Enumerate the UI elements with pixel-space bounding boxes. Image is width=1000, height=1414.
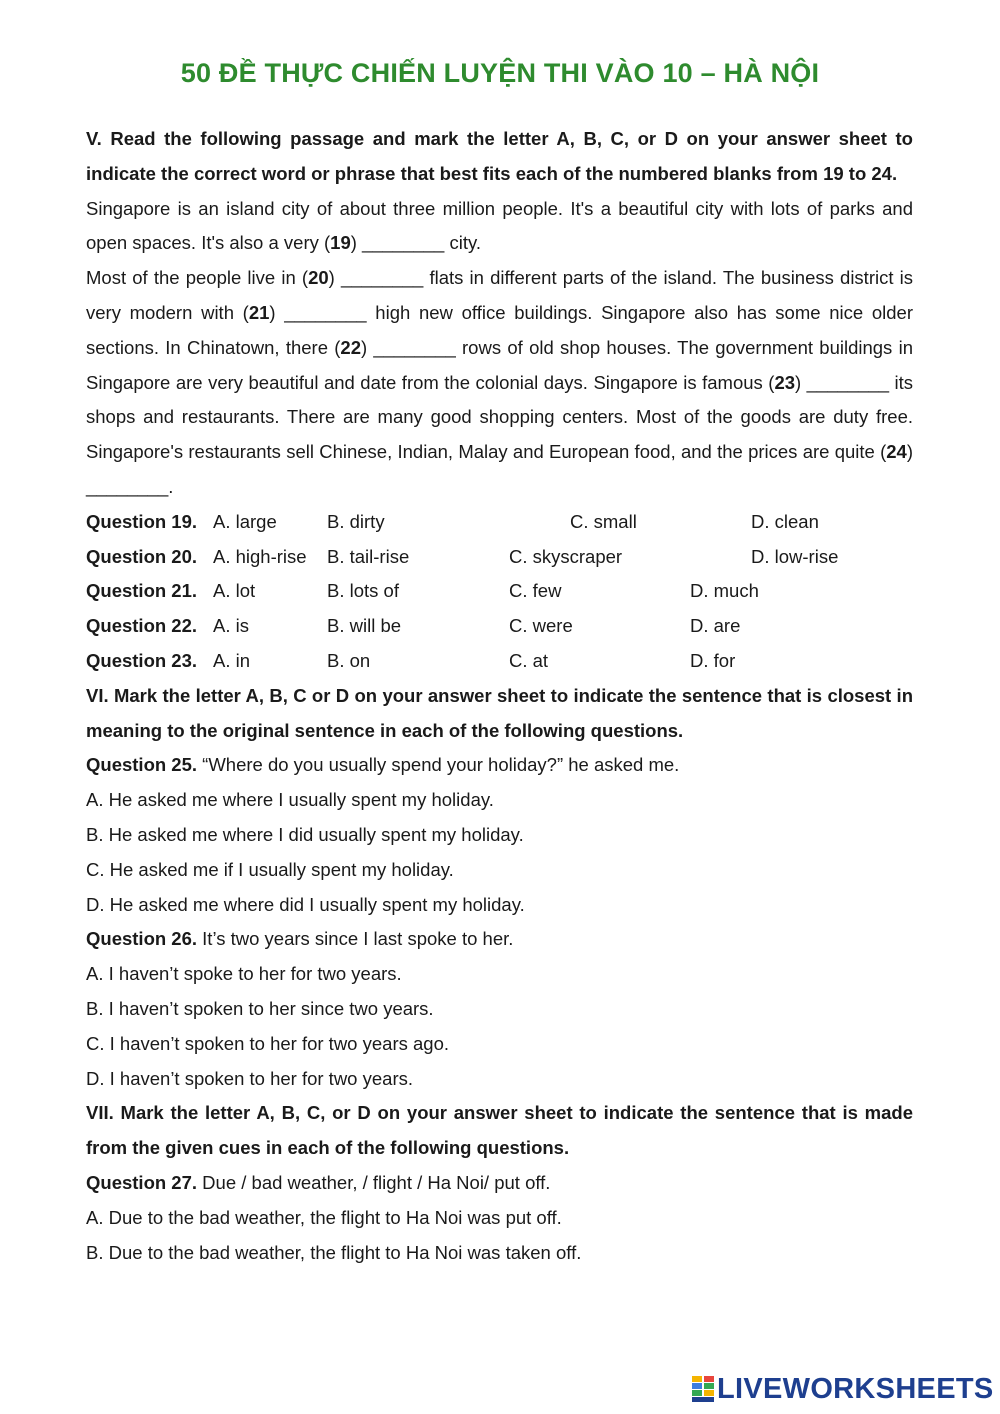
option-d: D. low-rise — [751, 545, 839, 567]
option-b: B. will be — [327, 615, 402, 637]
option-a: A. large — [213, 510, 277, 532]
option-c: C. were — [509, 615, 573, 637]
section-7-heading: VII. Mark the letter A, B, C, or D on your answer sheet to indicate the sentence that is made from the given cues in each of the following questions. — [86, 1102, 913, 1159]
question-25-option-b: B. He asked me where I did usually spent my holiday. — [86, 823, 524, 845]
option-d: D. clean — [751, 510, 819, 532]
question-27-option-b: B. Due to the bad weather, the flight to Ha Noi was taken off. — [86, 1241, 582, 1263]
question-23-row — [86, 644, 913, 679]
section-5-heading: V. Read the following passage and mark the letter A, B, C, or D on your answer sheet to indicate the correct word or phrase that best fits each of the numbered blanks from 19 to 24. — [86, 128, 913, 184]
liveworksheets-logo-text: LIVEWORKSHEETS — [717, 1372, 994, 1405]
section-6-heading: VI. Mark the letter A, B, C or D on your answer sheet to indicate the sentence that is closest in meaning to the original sentence in each of the following questions. — [86, 684, 913, 741]
option-b: B. lots of — [327, 580, 399, 602]
option-d: D. much — [690, 580, 759, 602]
question-26-option-c: C. I haven’t spoken to her for two years ago. — [86, 1032, 449, 1054]
option-c: C. small — [570, 510, 637, 532]
worksheet-content — [86, 122, 913, 1270]
question-25-stem: Question 25. “Where do you usually spend your holiday?” he asked me. — [86, 754, 680, 776]
question-label: Question 23. — [86, 649, 198, 671]
question-27-option-a: A. Due to the bad weather, the flight to Ha Noi was put off. — [86, 1206, 562, 1228]
option-a: A. in — [213, 649, 251, 671]
question-22-row — [86, 609, 913, 644]
question-label: Question 21. — [86, 580, 198, 602]
liveworksheets-logo — [692, 1374, 994, 1404]
option-c: C. skyscraper — [509, 545, 623, 567]
option-a: A. lot — [213, 580, 256, 602]
question-21-row — [86, 574, 913, 609]
liveworksheets-logo-icon — [692, 1376, 714, 1402]
question-25-option-d: D. He asked me where did I usually spent my holiday. — [86, 893, 525, 915]
option-a: A. high-rise — [213, 545, 307, 567]
question-26-stem: Question 26. It’s two years since I last spoke to her. — [86, 928, 514, 950]
option-a: A. is — [213, 615, 249, 637]
question-20-row — [86, 540, 913, 575]
question-19-row — [86, 505, 913, 540]
passage-paragraph-1: Singapore is an island city of about three million people. It's a beautiful city with lots of parks and open spaces. It's also a very (19) ________ city. — [86, 197, 913, 254]
question-label: Question 22. — [86, 615, 198, 637]
question-25-option-a: A. He asked me where I usually spent my holiday. — [86, 789, 494, 811]
page-title: 50 ĐỀ THỰC CHIẾN LUYỆN THI VÀO 10 – HÀ NỘI — [180, 58, 820, 88]
question-label: Question 19. — [86, 510, 198, 532]
question-27-stem: Question 27. Due / bad weather, / flight / Ha Noi/ put off. — [86, 1171, 551, 1193]
question-26-option-a: A. I haven’t spoke to her for two years. — [86, 963, 402, 985]
option-b: B. dirty — [327, 510, 385, 532]
question-label: Question 20. — [86, 545, 198, 567]
option-d: D. for — [690, 649, 736, 671]
question-26-option-b: B. I haven’t spoken to her since two years. — [86, 997, 434, 1019]
passage-paragraph-2: Most of the people live in (20) ________ flats in different parts of the island. The business district is very modern with (21) ________ high new office buildings. Singapore also has some nice older sections. In Chinatown, there (22) ________ rows of old shop houses. The government buildings in Singapore are very beautiful and date from the colonial days. Singapore is famous (23) ________ its shops and restaurants. There are many good shopping centers. Most of the goods are duty free. Singapore's restaurants sell Chinese, Indian, Malay and European food, and the prices are quite (24) ________. — [86, 267, 914, 497]
question-25-option-c: C. He asked me if I usually spent my holiday. — [86, 858, 454, 880]
option-b: B. on — [327, 649, 371, 671]
option-d: D. are — [690, 615, 741, 637]
question-26-option-d: D. I haven’t spoken to her for two years. — [86, 1067, 413, 1089]
option-c: C. few — [509, 580, 562, 602]
option-b: B. tail-rise — [327, 545, 410, 567]
option-c: C. at — [509, 649, 549, 671]
